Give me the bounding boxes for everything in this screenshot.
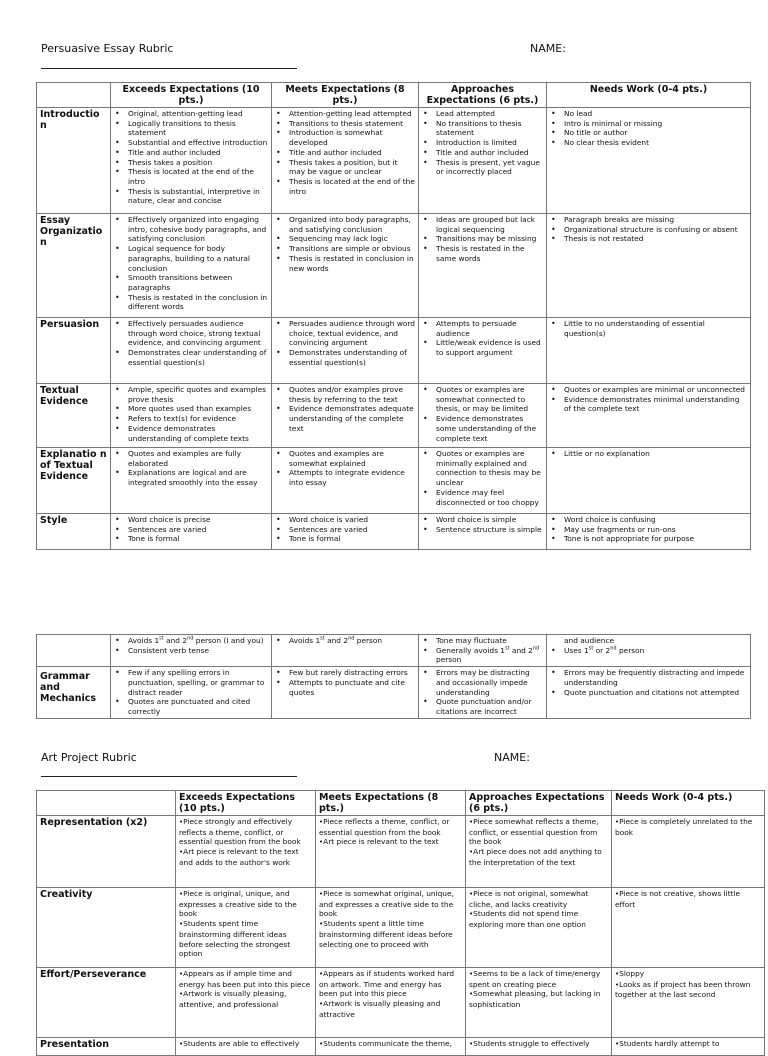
bullet-icon: • bbox=[615, 970, 620, 978]
essay-header-exceeds: Exceeds Expectations (10 pts.) bbox=[111, 83, 272, 108]
list-item-text: Students are able to effectively bbox=[183, 1039, 300, 1048]
list-item-text: Students hardly attempt to bbox=[619, 1039, 720, 1048]
art-rubric-table bbox=[36, 790, 765, 1056]
criteria-cell bbox=[272, 108, 419, 214]
list-item: • Thesis is present, yet vague or incorrectly placed bbox=[422, 158, 543, 177]
criteria-cell bbox=[316, 888, 466, 968]
essay-header-corner bbox=[37, 83, 111, 108]
list-item: • Effectively persuades audience through word choice, strong textual evidence, and convincing argument bbox=[114, 319, 268, 348]
criteria-cell bbox=[272, 635, 419, 667]
list-item: and audience bbox=[564, 636, 615, 645]
list-item: • Quotes and examples are somewhat explained bbox=[275, 449, 415, 468]
list-item-text: Piece is original, unique, and expresses a creative side to the book bbox=[179, 889, 297, 919]
essay-name-label: NAME: bbox=[530, 42, 566, 55]
criteria-cell bbox=[111, 635, 272, 667]
table-row bbox=[37, 1038, 765, 1056]
criteria-cell bbox=[612, 888, 765, 968]
list-item: • Substantial and effective introduction bbox=[114, 138, 268, 148]
essay-header-approaches: Approaches Expectations (6 pts.) bbox=[419, 83, 547, 108]
criteria-cell bbox=[176, 1038, 316, 1056]
list-item-text: Piece somewhat reflects a theme, conflict, or essential question from the book bbox=[469, 817, 599, 847]
list-item: • No transitions to thesis statement bbox=[422, 119, 543, 138]
list-item bbox=[179, 1039, 312, 1050]
list-item: • Attention-getting lead attempted bbox=[275, 109, 415, 119]
art-rubric-title: Art Project Rubric bbox=[41, 751, 137, 764]
list-item: • No clear thesis evident bbox=[550, 138, 747, 148]
list-item: • Tone is formal bbox=[275, 534, 415, 544]
list-item bbox=[469, 847, 608, 867]
row-label: Explanatio n of Textual Evidence bbox=[37, 448, 111, 514]
list-item: • Transitions are simple or obvious bbox=[275, 244, 415, 254]
bullet-icon: • bbox=[469, 890, 474, 898]
table-row bbox=[37, 108, 751, 214]
list-item-text: Students did not spend time exploring more than one option bbox=[469, 909, 586, 930]
list-item bbox=[179, 969, 312, 989]
art-header-needs-work: Needs Work (0-4 pts.) bbox=[612, 791, 765, 816]
criteria-cell bbox=[547, 667, 751, 719]
list-item: • Introduction is limited bbox=[422, 138, 543, 148]
list-item: • Avoids 1st and 2nd person (I and you) bbox=[114, 636, 268, 646]
list-item: • Smooth transitions between paragraphs bbox=[114, 273, 268, 292]
art-name-underline bbox=[41, 776, 297, 777]
bullet-icon: • bbox=[179, 920, 184, 929]
criteria-cell bbox=[272, 514, 419, 550]
list-item: • Original, attention-getting lead bbox=[114, 109, 268, 119]
list-item-text: Students spent time brainstorming different ideas before selecting the strongest option bbox=[179, 919, 291, 959]
criteria-cell bbox=[272, 214, 419, 318]
list-item: • Ideas are grouped but lack logical sequencing bbox=[422, 215, 543, 234]
criteria-cell bbox=[176, 968, 316, 1038]
row-label: Presentation bbox=[37, 1038, 176, 1056]
list-item: • Thesis is located at the end of the intro bbox=[114, 167, 268, 186]
list-item bbox=[469, 909, 608, 929]
row-label: Creativity bbox=[37, 888, 176, 968]
list-item: • Tone is formal bbox=[114, 534, 268, 544]
bullet-icon: • bbox=[469, 818, 474, 826]
criteria-cell bbox=[272, 384, 419, 448]
table-row bbox=[37, 667, 751, 719]
criteria-cell bbox=[547, 318, 751, 384]
essay-name-underline bbox=[41, 68, 297, 69]
list-item bbox=[319, 889, 462, 919]
list-item: • Tone may fluctuate bbox=[422, 636, 543, 646]
list-item-text: Appears as if ample time and energy has been put into this piece bbox=[179, 969, 311, 989]
list-item: • Generally avoids 1st and 2nd person bbox=[422, 646, 543, 665]
list-item: • More quotes used than examples bbox=[114, 404, 268, 414]
criteria-cell bbox=[466, 888, 612, 968]
criteria-cell bbox=[419, 214, 547, 318]
criteria-cell bbox=[466, 816, 612, 888]
list-item: • Lead attempted bbox=[422, 109, 543, 119]
list-item-text: Students communicate the theme, bbox=[323, 1039, 452, 1048]
list-item-text: Seems to be a lack of time/energy spent on creating piece bbox=[469, 969, 601, 989]
essay-header-needs-work: Needs Work (0-4 pts.) bbox=[547, 83, 751, 108]
bullet-icon: • bbox=[319, 1040, 324, 1048]
criteria-cell bbox=[547, 108, 751, 214]
list-item: • Paragraph breaks are missing bbox=[550, 215, 747, 225]
art-header-corner bbox=[37, 791, 176, 816]
criteria-cell bbox=[272, 667, 419, 719]
bullet-icon: • bbox=[319, 818, 324, 826]
list-item-text: Looks as if project has been thrown together at the last second bbox=[615, 979, 751, 1000]
list-item: • Refers to text(s) for evidence bbox=[114, 414, 268, 424]
list-item: • Transitions may be missing bbox=[422, 234, 543, 244]
list-item: • Evidence demonstrates adequate understanding of the complete text bbox=[275, 404, 415, 433]
criteria-cell bbox=[466, 1038, 612, 1056]
list-item: • Sentences are varied bbox=[275, 525, 415, 535]
list-item-text: Sloppy bbox=[619, 969, 645, 978]
list-item: • Introduction is somewhat developed bbox=[275, 128, 415, 147]
list-item: • Uses 1st or 2nd person bbox=[550, 646, 747, 656]
bullet-icon: • bbox=[179, 970, 184, 978]
list-item: • Little or no explanation bbox=[550, 449, 747, 459]
bullet-icon: • bbox=[615, 1040, 620, 1048]
list-item: • No lead bbox=[550, 109, 747, 119]
list-item-text: Piece is somewhat original, unique, and expresses a creative side to the book bbox=[319, 889, 454, 919]
list-item: • Consistent verb tense bbox=[114, 646, 268, 656]
criteria-cell bbox=[419, 514, 547, 550]
list-item-text: Piece is not creative, shows little effort bbox=[615, 889, 741, 909]
art-name-label: NAME: bbox=[494, 751, 530, 764]
list-item bbox=[615, 889, 761, 909]
bullet-icon: • bbox=[319, 1000, 324, 1009]
list-item: • Logically transitions to thesis statement bbox=[114, 119, 268, 138]
essay-rubric-title: Persuasive Essay Rubric bbox=[41, 42, 174, 55]
continuation-row-label bbox=[37, 635, 111, 667]
list-item bbox=[469, 989, 608, 1009]
list-item-text: Art piece does not add anything to the interpretation of the text bbox=[469, 847, 602, 867]
criteria-cell bbox=[316, 816, 466, 888]
row-label: Textual Evidence bbox=[37, 384, 111, 448]
list-item: • Word choice is simple bbox=[422, 515, 543, 525]
list-item bbox=[319, 919, 462, 949]
list-item: • Demonstrates clear understanding of essential question(s) bbox=[114, 348, 268, 367]
criteria-cell bbox=[272, 448, 419, 514]
list-item: • Few if any spelling errors in punctuation, spelling, or grammar to distract reader bbox=[114, 668, 268, 697]
list-item: • Title and author included bbox=[114, 148, 268, 158]
criteria-cell bbox=[547, 514, 751, 550]
list-item: • Thesis is located at the end of the intro bbox=[275, 177, 415, 196]
list-item bbox=[469, 969, 608, 989]
list-item: • Tone is not appropriate for purpose bbox=[550, 534, 747, 544]
list-item: • Thesis takes a position, but it may be vague or unclear bbox=[275, 158, 415, 177]
row-label: Essay Organizatio n bbox=[37, 214, 111, 318]
list-item: • Attempts to persuade audience bbox=[422, 319, 543, 338]
table-row bbox=[37, 384, 751, 448]
list-item bbox=[319, 999, 462, 1019]
table-row bbox=[37, 318, 751, 384]
criteria-cell bbox=[547, 384, 751, 448]
list-item: • Logical sequence for body paragraphs, building to a natural conclusion bbox=[114, 244, 268, 273]
criteria-cell bbox=[612, 1038, 765, 1056]
row-label: Representation (x2) bbox=[37, 816, 176, 888]
criteria-cell bbox=[316, 968, 466, 1038]
list-item bbox=[179, 919, 312, 959]
list-item-text: Piece strongly and effectively reflects a theme, conflict, or essential question from the book bbox=[179, 817, 301, 847]
list-item-text: Students spent a little time brainstorming different ideas before selecting one to proceed with bbox=[319, 919, 453, 949]
list-item: • Word choice is confusing bbox=[550, 515, 747, 525]
criteria-cell bbox=[419, 448, 547, 514]
criteria-cell bbox=[111, 667, 272, 719]
bullet-icon: • bbox=[319, 890, 324, 898]
bullet-icon: • bbox=[469, 970, 474, 978]
list-item: • Quotes or examples are minimal or unconnected bbox=[550, 385, 747, 395]
criteria-cell bbox=[419, 108, 547, 214]
list-item bbox=[319, 817, 462, 837]
list-item bbox=[179, 989, 312, 1009]
criteria-cell bbox=[316, 1038, 466, 1056]
list-item bbox=[319, 837, 462, 848]
list-item: • Quote punctuation and/or citations are incorrect bbox=[422, 697, 543, 716]
list-item: • Errors may be frequently distracting and impede understanding bbox=[550, 668, 747, 687]
row-label: Introductio n bbox=[37, 108, 111, 214]
list-item-text: Piece is completely unrelated to the book bbox=[615, 817, 753, 837]
list-item-text: Somewhat pleasing, but lacking in sophistication bbox=[469, 989, 601, 1010]
table-row bbox=[37, 448, 751, 514]
list-item: • Thesis is substantial, interpretive in nature, clear and concise bbox=[114, 187, 268, 206]
criteria-cell bbox=[176, 888, 316, 968]
list-item: • Avoids 1st and 2nd person bbox=[275, 636, 415, 646]
bullet-icon: • bbox=[319, 838, 324, 847]
criteria-cell bbox=[419, 318, 547, 384]
criteria-cell bbox=[547, 635, 751, 667]
list-item bbox=[179, 889, 312, 919]
list-item: • Thesis is not restated bbox=[550, 234, 747, 244]
list-item bbox=[179, 847, 312, 867]
list-item: • Attempts to integrate evidence into essay bbox=[275, 468, 415, 487]
list-item-text: Piece is not original, somewhat cliche, and lacks creativity bbox=[469, 889, 589, 909]
criteria-cell bbox=[272, 318, 419, 384]
list-item: • Evidence may feel disconnected or too choppy bbox=[422, 488, 543, 507]
bullet-icon: • bbox=[179, 1040, 184, 1048]
bullet-icon: • bbox=[615, 818, 620, 826]
criteria-cell bbox=[111, 108, 272, 214]
list-item: • Sequencing may lack logic bbox=[275, 234, 415, 244]
list-item: • Attempts to punctuate and cite quotes bbox=[275, 678, 415, 697]
criteria-cell bbox=[419, 635, 547, 667]
list-item: • Organizational structure is confusing or absent bbox=[550, 225, 747, 235]
table-row bbox=[37, 514, 751, 550]
criteria-cell bbox=[111, 318, 272, 384]
list-item: • Errors may be distracting and occasionally impede understanding bbox=[422, 668, 543, 697]
criteria-cell bbox=[111, 448, 272, 514]
list-item bbox=[615, 980, 761, 1000]
list-item: • Quotes and examples are fully elaborated bbox=[114, 449, 268, 468]
list-item bbox=[615, 817, 761, 837]
criteria-cell bbox=[176, 816, 316, 888]
bullet-icon: • bbox=[615, 980, 620, 989]
bullet-icon: • bbox=[179, 848, 184, 857]
bullet-icon: • bbox=[179, 890, 184, 898]
criteria-cell bbox=[547, 214, 751, 318]
row-label: Style bbox=[37, 514, 111, 550]
bullet-icon: • bbox=[179, 818, 184, 826]
list-item: • Thesis is restated in conclusion in new words bbox=[275, 254, 415, 273]
bullet-icon: • bbox=[615, 890, 620, 898]
row-label: Persuasion bbox=[37, 318, 111, 384]
list-item: • Transitions to thesis statement bbox=[275, 119, 415, 129]
list-item: • Little to no understanding of essential question(s) bbox=[550, 319, 747, 338]
list-item-text: Art piece is relevant to the text and adds to the author's work bbox=[179, 847, 299, 867]
list-item: • Evidence demonstrates some understanding of the complete text bbox=[422, 414, 543, 443]
criteria-cell bbox=[111, 214, 272, 318]
list-item: • Word choice is precise bbox=[114, 515, 268, 525]
row-label: Effort/Perseverance bbox=[37, 968, 176, 1038]
list-item-text: Art piece is relevant to the text bbox=[323, 837, 439, 847]
list-item: • Intro is minimal or missing bbox=[550, 119, 747, 129]
bullet-icon: • bbox=[179, 990, 184, 999]
list-item: • Quotes or examples are minimally explained and connection to thesis may be unclear bbox=[422, 449, 543, 488]
list-item: • Quotes or examples are somewhat connected to thesis, or may be limited bbox=[422, 385, 543, 414]
table-row bbox=[37, 214, 751, 318]
bullet-icon: • bbox=[469, 848, 474, 857]
list-item: • Organized into body paragraphs, and satisfying conclusion bbox=[275, 215, 415, 234]
list-item bbox=[469, 817, 608, 847]
list-item: • Thesis takes a position bbox=[114, 158, 268, 168]
criteria-cell bbox=[419, 384, 547, 448]
list-item: • Thesis is restated in the same words bbox=[422, 244, 543, 263]
list-item: • Persuades audience through word choice, textual evidence, and convincing argument bbox=[275, 319, 415, 348]
art-header-approaches: Approaches Expectations (6 pts.) bbox=[466, 791, 612, 816]
essay-rubric-table bbox=[36, 82, 751, 550]
list-item: • Quote punctuation and citations not attempted bbox=[550, 688, 747, 698]
list-item: • Few but rarely distracting errors bbox=[275, 668, 415, 678]
criteria-cell bbox=[547, 448, 751, 514]
list-item-text: Piece reflects a theme, conflict, or essential question from the book bbox=[319, 817, 450, 837]
list-item-text: Students struggle to effectively bbox=[473, 1039, 590, 1048]
essay-continuation-table bbox=[36, 634, 751, 719]
bullet-icon: • bbox=[319, 920, 324, 929]
list-item: • Thesis is restated in the conclusion in different words bbox=[114, 293, 268, 312]
art-header-meets: Meets Expectations (8 pts.) bbox=[316, 791, 466, 816]
bullet-icon: • bbox=[469, 990, 474, 999]
list-item: • No title or author bbox=[550, 128, 747, 138]
list-item: • Explanations are logical and are integrated smoothly into the essay bbox=[114, 468, 268, 487]
list-item: • Word choice is varied bbox=[275, 515, 415, 525]
criteria-cell bbox=[419, 667, 547, 719]
list-item bbox=[179, 817, 312, 847]
bullet-icon: • bbox=[469, 1040, 474, 1048]
list-item: • Sentences are varied bbox=[114, 525, 268, 535]
essay-header-meets: Meets Expectations (8 pts.) bbox=[272, 83, 419, 108]
list-item bbox=[615, 969, 761, 980]
art-header-exceeds: Exceeds Expectations (10 pts.) bbox=[176, 791, 316, 816]
table-row bbox=[37, 816, 765, 888]
list-item bbox=[319, 969, 462, 999]
list-item: • Title and author included bbox=[275, 148, 415, 158]
criteria-cell bbox=[111, 514, 272, 550]
criteria-cell bbox=[111, 384, 272, 448]
list-item: • Title and author included bbox=[422, 148, 543, 158]
list-item bbox=[615, 1039, 761, 1050]
bullet-icon: • bbox=[469, 910, 474, 919]
criteria-cell bbox=[612, 968, 765, 1038]
list-item bbox=[319, 1039, 462, 1050]
list-item: • Evidence demonstrates minimal understanding of the complete text bbox=[550, 395, 747, 414]
criteria-cell bbox=[612, 816, 765, 888]
table-row bbox=[37, 968, 765, 1038]
list-item: • Demonstrates understanding of essential question(s) bbox=[275, 348, 415, 367]
list-item-text: Artwork is visually pleasing and attractive bbox=[319, 999, 441, 1019]
criteria-cell bbox=[466, 968, 612, 1038]
list-item: • Ample, specific quotes and examples prove thesis bbox=[114, 385, 268, 404]
bullet-icon: • bbox=[319, 970, 324, 978]
list-item: • Quotes and/or examples prove thesis by referring to the text bbox=[275, 385, 415, 404]
list-item bbox=[469, 889, 608, 909]
list-item: • May use fragments or run-ons bbox=[550, 525, 747, 535]
table-row bbox=[37, 635, 751, 667]
list-item: • Little/weak evidence is used to support argument bbox=[422, 338, 543, 357]
list-item: • Evidence demonstrates understanding of complete texts bbox=[114, 424, 268, 443]
list-item: • Effectively organized into engaging intro, cohesive body paragraphs, and satisfying conclusion bbox=[114, 215, 268, 244]
table-row bbox=[37, 888, 765, 968]
list-item bbox=[469, 1039, 608, 1050]
list-item: • Sentence structure is simple bbox=[422, 525, 543, 535]
list-item-text: Appears as if students worked hard on artwork. Time and energy has been put into this piece bbox=[319, 969, 455, 999]
list-item-text: Artwork is visually pleasing, attentive, and professional bbox=[179, 989, 287, 1010]
grammar-row-label: Grammar and Mechanics bbox=[37, 667, 111, 719]
list-item: • Quotes are punctuated and cited correctly bbox=[114, 697, 268, 716]
